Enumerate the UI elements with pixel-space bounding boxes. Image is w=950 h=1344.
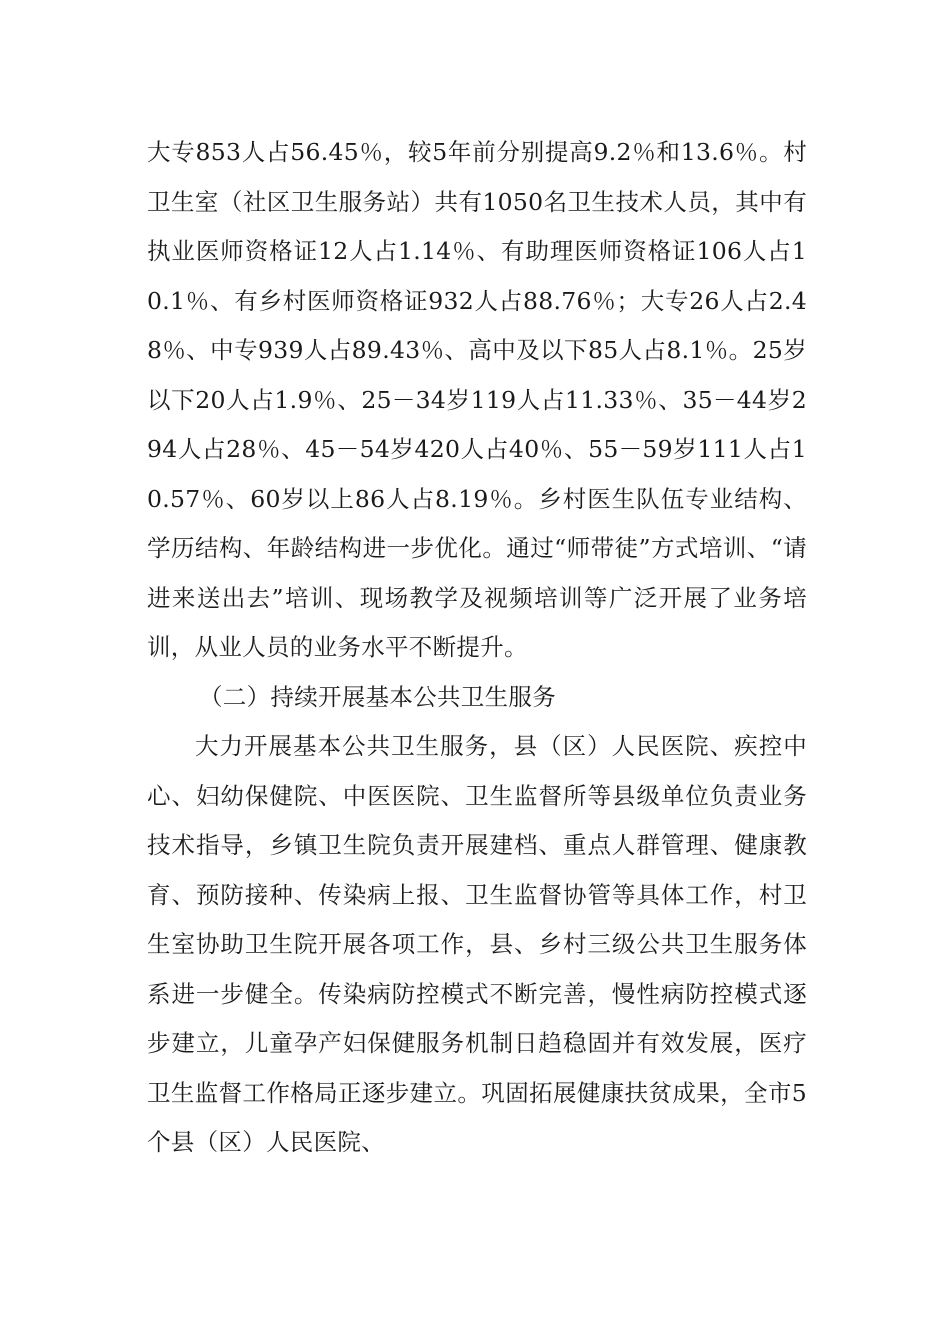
document-body (147, 128, 807, 1168)
paragraph-staff-statistics: 大专853人占56.45％，较5年前分别提高9.2％和13.6％。村卫生室（社区卫生服务站）共有1050名卫生技术人员，其中有执业医师资格证12人占1.14％、有助理医师资格证106人占10.1％、有乡村医师资格证932人占88.76％；大专26人占2.48％、中专939人占89.43％、高中及以下85人占8.1％。25岁以下20人占1.9％、25－34岁119人占11.33％、35－44岁294人占28％、45－54岁420人占40％、55－59岁111人占10.57％、60岁以上86人占8.19％。乡村医生队伍专业结构、学历结构、年龄结构进一步优化。通过“师带徒”方式培训、“请进来送出去”培训、现场教学及视频培训等广泛开展了业务培训，从业人员的业务水平不断提升。 (147, 138, 807, 661)
section-heading-public-health: （二）持续开展基本公共卫生服务 (199, 682, 556, 711)
paragraph-public-health-services: 大力开展基本公共卫生服务，县（区）人民医院、疾控中心、妇幼保健院、中医医院、卫生监督所等县级单位负责业务技术指导，乡镇卫生院负责开展建档、重点人群管理、健康教育、预防接种、传染病上报、卫生监督协管等具体工作，村卫生室协助卫生院开展各项工作，县、乡村三级公共卫生服务体系进一步健全。传染病防控模式不断完善，慢性病防控模式逐步建立，儿童孕产妇保健服务机制日趋稳固并有效发展，医疗卫生监督工作格局正逐步建立。巩固拓展健康扶贫成果，全市5个县（区）人民医院、 (147, 732, 807, 1156)
